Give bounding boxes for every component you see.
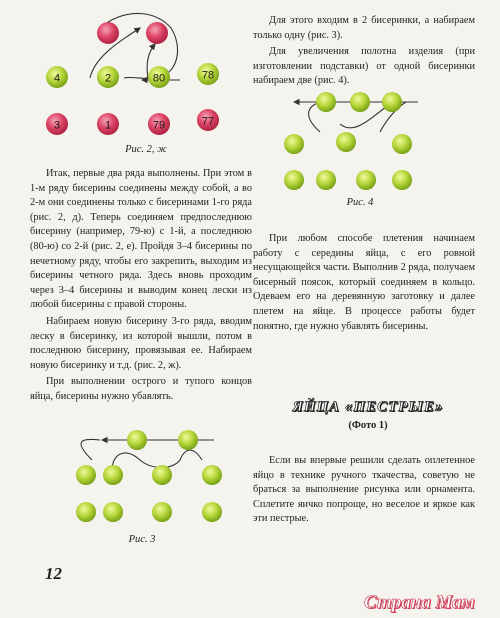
left-column-text: [30, 167, 252, 405]
bead-green: [392, 134, 412, 154]
figure-3-caption: Рис. 3: [128, 534, 156, 545]
right-column-top-text: [253, 14, 475, 89]
bead-label: 79: [152, 119, 166, 132]
bead-label: 1: [104, 119, 112, 132]
bead-green: [284, 170, 304, 190]
bead-green: [127, 430, 147, 450]
bead-green: [350, 92, 370, 112]
bead-green-labeled: [148, 66, 170, 88]
bead-green: [382, 92, 402, 112]
bead-green-labeled: [97, 66, 119, 88]
section-title: ЯЙЦА «ПЕСТРЫЕ»: [292, 399, 444, 415]
bead-green: [202, 502, 222, 522]
paragraph: Итак, первые два ряда выполнены. При этом в 1-м ряду бисерины соединены между собой, а во 2-м они соединены только с бисеринами 1-го ряда (рис. 2, д). Теперь соединяем предпоследнюю бисерину (например, 79-ю) с 1-й, а последнюю (80-ю) со 2-й (рис. 2, е). Пройдя 3–4 бисерины по нечетному ряду, чтобы его закрепить, выходим из бисерины четного ряда. Здесь вновь проходим через 3–4 бисерины и выводим конец лески из любой бисерины с правой стороны.: [30, 168, 252, 311]
bead-green: [152, 465, 172, 485]
bead-label: 77: [201, 115, 215, 128]
thread-path: [81, 439, 100, 460]
bead-green: [284, 134, 304, 154]
bead-green: [76, 502, 96, 522]
bead-green: [392, 170, 412, 190]
bead-green: [356, 170, 376, 190]
bead-red-labeled: [197, 109, 219, 131]
page-number: 12: [45, 564, 62, 583]
bead-label: 80: [152, 72, 166, 85]
bead-green: [316, 170, 336, 190]
bead-red-labeled: [148, 113, 170, 135]
watermark-logo: Страна Мам: [364, 592, 475, 613]
right-column-bottom-text: [253, 454, 475, 527]
figure-4-diagram: [280, 92, 480, 207]
bead-green: [178, 430, 198, 450]
bead-label: 4: [53, 72, 61, 85]
paragraph: При выполнении острого и тупого концов яйца, бисерины нужно убавлять.: [30, 376, 252, 402]
bead-red-labeled: [46, 113, 68, 135]
figure-2-diagram: [30, 0, 262, 150]
paragraph: Для увеличения полотна изделия (при изготовлении подставки) от одной бисеринки набираем две (рис. 4).: [253, 46, 475, 87]
bead-green-labeled: [197, 63, 219, 85]
bead-red: [146, 22, 168, 44]
figure-4-caption: Рис. 4: [346, 197, 374, 208]
bead-label: 3: [53, 119, 61, 132]
figure-3-diagram: [52, 430, 284, 545]
bead-green: [76, 465, 96, 485]
bead-label: 78: [201, 69, 215, 82]
paragraph: Если вы впервые решили сделать оплетенное яйцо в технике ручного ткачества, советую не браться за выполнение рисунка или орнамента. Сплетите яичко попроще, но веселое и яркое как эти пестрые.: [253, 455, 475, 525]
bead-red-labeled: [97, 113, 119, 135]
bead-green: [316, 92, 336, 112]
paragraph: При любом способе плетения начинаем работу с середины яйца, с его ровной несущающейся части. Выполнив 2 ряда, получаем бисерный поясок, который соединяем в кольцо. Одеваем его на деревянную заготовку и далее плетем на яйце. В процессе работы будет понятно, где нужно убавлять бисерины.: [253, 233, 475, 332]
bead-green: [103, 502, 123, 522]
bead-red: [97, 22, 119, 44]
bead-label: 2: [104, 72, 112, 85]
figure-2-caption: Рис. 2, ж: [125, 144, 167, 155]
thread-path: [108, 13, 178, 78]
section-subtitle: (Фото 1): [348, 420, 388, 431]
bead-green: [336, 132, 356, 152]
bead-green: [103, 465, 123, 485]
bead-green: [202, 465, 222, 485]
paragraph: Набираем новую бисерину 3-го ряда, вводим леску в бисеринку, из которой вышли, потом в последнюю бисерину, провязывая ее. Набираем новую бисеринку и т.д. (рис. 2, ж).: [30, 315, 252, 371]
paragraph: Для этого входим в 2 бисеринки, а набираем только одну (рис. 3).: [253, 15, 475, 41]
right-column-middle-text: [253, 232, 475, 334]
thread-path: [112, 450, 202, 468]
bead-green-labeled: [46, 66, 68, 88]
bead-green: [152, 502, 172, 522]
